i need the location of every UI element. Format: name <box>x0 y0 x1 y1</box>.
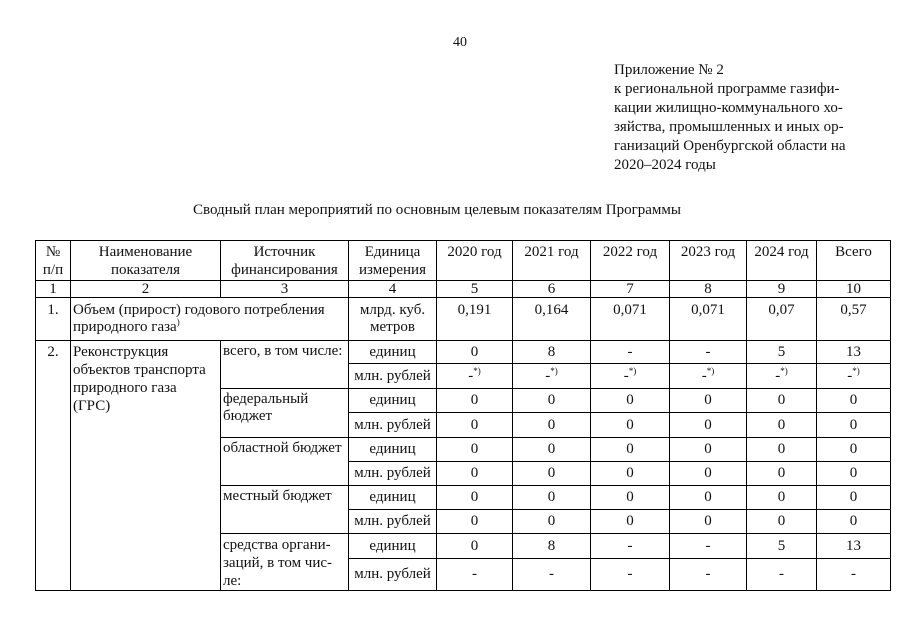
header-total: Всего <box>817 241 891 281</box>
value-2022: - <box>591 559 670 591</box>
value-2023: 0 <box>670 389 747 413</box>
value-2024: - <box>747 559 817 591</box>
appendix-line: 2020–2024 годы <box>614 157 716 173</box>
value-2021: 0 <box>513 510 591 534</box>
value-2023 <box>670 364 747 389</box>
value-2021 <box>513 364 591 389</box>
unit-cell: млрд. куб. метров <box>349 298 437 341</box>
funding-source: всего, в том числе: <box>221 341 349 389</box>
footnote-mark: *) <box>780 365 788 376</box>
cell-value: - <box>701 367 707 384</box>
column-number: 1 <box>36 281 71 298</box>
funding-source: средства органи- заций, в том чис- ле: <box>221 534 349 591</box>
appendix-line: ганизаций Оренбургской области на <box>614 138 846 154</box>
value-total: 0 <box>817 389 891 413</box>
value-2023: 0 <box>670 486 747 510</box>
value-2021: 8 <box>513 534 591 559</box>
value-2024: 0 <box>747 438 817 462</box>
appendix-line: кации жилищно-коммунального хо- <box>614 100 843 116</box>
header-name: Наименование показателя <box>71 241 221 281</box>
header-num: № п/п <box>36 241 71 281</box>
value-2021: 0 <box>513 462 591 486</box>
header-unit: Единица измерения <box>349 241 437 281</box>
value-2022: 0 <box>591 389 670 413</box>
indicator-name-cell <box>71 298 349 341</box>
indicators-table <box>35 240 891 591</box>
value-total: 0 <box>817 438 891 462</box>
value-2022: 0 <box>591 510 670 534</box>
unit-cell: единиц <box>349 534 437 559</box>
indicator-name: Объем (прирост) годового потребления природного газа <box>73 302 325 335</box>
footnote-mark: ) <box>176 317 180 327</box>
column-number: 4 <box>349 281 437 298</box>
appendix-line: к региональной программе газифи- <box>614 81 840 97</box>
cell-value: - <box>545 367 551 384</box>
value-2024: 5 <box>747 534 817 559</box>
value-2021: 8 <box>513 341 591 364</box>
value-total: 13 <box>817 534 891 559</box>
appendix-line: зяйства, промышленных и иных ор- <box>614 119 844 135</box>
row-number: 1. <box>36 298 71 341</box>
footnote-mark: *) <box>628 365 637 376</box>
column-number: 10 <box>817 281 891 298</box>
header-year-2022: 2022 год <box>591 241 670 281</box>
value-2020: 0 <box>437 486 513 510</box>
value-total <box>817 364 891 389</box>
value-2020: 0 <box>437 413 513 438</box>
value-2021: 0 <box>513 413 591 438</box>
value-total: 0 <box>817 510 891 534</box>
cell-value: - <box>847 367 853 384</box>
header-year-2024: 2024 год <box>747 241 817 281</box>
value-2021: 0,164 <box>513 298 591 341</box>
indicator-name: Реконструкция объектов транспорта природного газа (ГРС) <box>71 341 221 591</box>
value-2023: 0 <box>670 413 747 438</box>
unit-cell: единиц <box>349 389 437 413</box>
value-2020: - <box>437 559 513 591</box>
column-number-row <box>36 281 891 298</box>
footnote-mark: *) <box>473 365 481 376</box>
page-number: 40 <box>453 35 467 50</box>
column-number: 9 <box>747 281 817 298</box>
value-2020 <box>437 364 513 389</box>
funding-source: федеральный бюджет <box>221 389 349 438</box>
cell-value: - <box>775 367 781 384</box>
value-2022: - <box>591 341 670 364</box>
value-2021: 0 <box>513 438 591 462</box>
cell-value: - <box>468 367 474 384</box>
row-number: 2. <box>36 341 71 591</box>
value-2020: 0 <box>437 462 513 486</box>
header-year-2020: 2020 год <box>437 241 513 281</box>
appendix-line: Приложение № 2 <box>614 62 724 78</box>
value-2024: 5 <box>747 341 817 364</box>
value-2021: 0 <box>513 486 591 510</box>
value-2020: 0 <box>437 389 513 413</box>
funding-source: местный бюджет <box>221 486 349 534</box>
value-2023: 0 <box>670 462 747 486</box>
value-2024: 0 <box>747 510 817 534</box>
value-2024: 0 <box>747 486 817 510</box>
unit-cell: млн. рублей <box>349 510 437 534</box>
footnote-mark: *) <box>852 365 860 376</box>
value-2023: - <box>670 534 747 559</box>
value-2022 <box>591 364 670 389</box>
footnote-mark: *) <box>706 365 715 376</box>
value-2024: 0 <box>747 413 817 438</box>
value-total: 0,57 <box>817 298 891 341</box>
value-2023: - <box>670 559 747 591</box>
funding-source: областной бюджет <box>221 438 349 486</box>
value-2024: 0 <box>747 462 817 486</box>
unit-cell: единиц <box>349 438 437 462</box>
unit-cell: млн. рублей <box>349 364 437 389</box>
value-2020: 0 <box>437 534 513 559</box>
value-total: - <box>817 559 891 591</box>
value-2022: 0 <box>591 462 670 486</box>
header-source: Источник финансирования <box>221 241 349 281</box>
unit-cell: единиц <box>349 341 437 364</box>
column-number: 8 <box>670 281 747 298</box>
value-2023: 0 <box>670 438 747 462</box>
value-2023: 0 <box>670 510 747 534</box>
value-total: 0 <box>817 486 891 510</box>
unit-cell: единиц <box>349 486 437 510</box>
unit-cell: млн. рублей <box>349 559 437 591</box>
appendix-header <box>614 61 846 175</box>
value-2024: 0 <box>747 389 817 413</box>
value-2022: 0 <box>591 413 670 438</box>
column-number: 5 <box>437 281 513 298</box>
table-row <box>36 298 891 341</box>
document-title: Сводный план мероприятий по основным целевым показателям Программы <box>193 202 681 218</box>
column-number: 2 <box>71 281 221 298</box>
value-2021: 0 <box>513 389 591 413</box>
unit-cell: млн. рублей <box>349 462 437 486</box>
column-number: 6 <box>513 281 591 298</box>
value-2022: 0 <box>591 438 670 462</box>
table-row <box>36 341 891 364</box>
value-2023: - <box>670 341 747 364</box>
value-2021: - <box>513 559 591 591</box>
value-2022: 0,071 <box>591 298 670 341</box>
value-total: 13 <box>817 341 891 364</box>
value-2020: 0 <box>437 438 513 462</box>
column-number: 3 <box>221 281 349 298</box>
cell-value: - <box>623 367 629 384</box>
footnote-mark: *) <box>550 365 558 376</box>
value-2024 <box>747 364 817 389</box>
header-row <box>36 241 891 281</box>
header-year-2021: 2021 год <box>513 241 591 281</box>
value-2023: 0,071 <box>670 298 747 341</box>
value-2024: 0,07 <box>747 298 817 341</box>
column-number: 7 <box>591 281 670 298</box>
value-total: 0 <box>817 413 891 438</box>
value-2020: 0 <box>437 510 513 534</box>
value-2022: - <box>591 534 670 559</box>
value-2020: 0,191 <box>437 298 513 341</box>
value-2020: 0 <box>437 341 513 364</box>
value-2022: 0 <box>591 486 670 510</box>
header-year-2023: 2023 год <box>670 241 747 281</box>
unit-cell: млн. рублей <box>349 413 437 438</box>
value-total: 0 <box>817 462 891 486</box>
